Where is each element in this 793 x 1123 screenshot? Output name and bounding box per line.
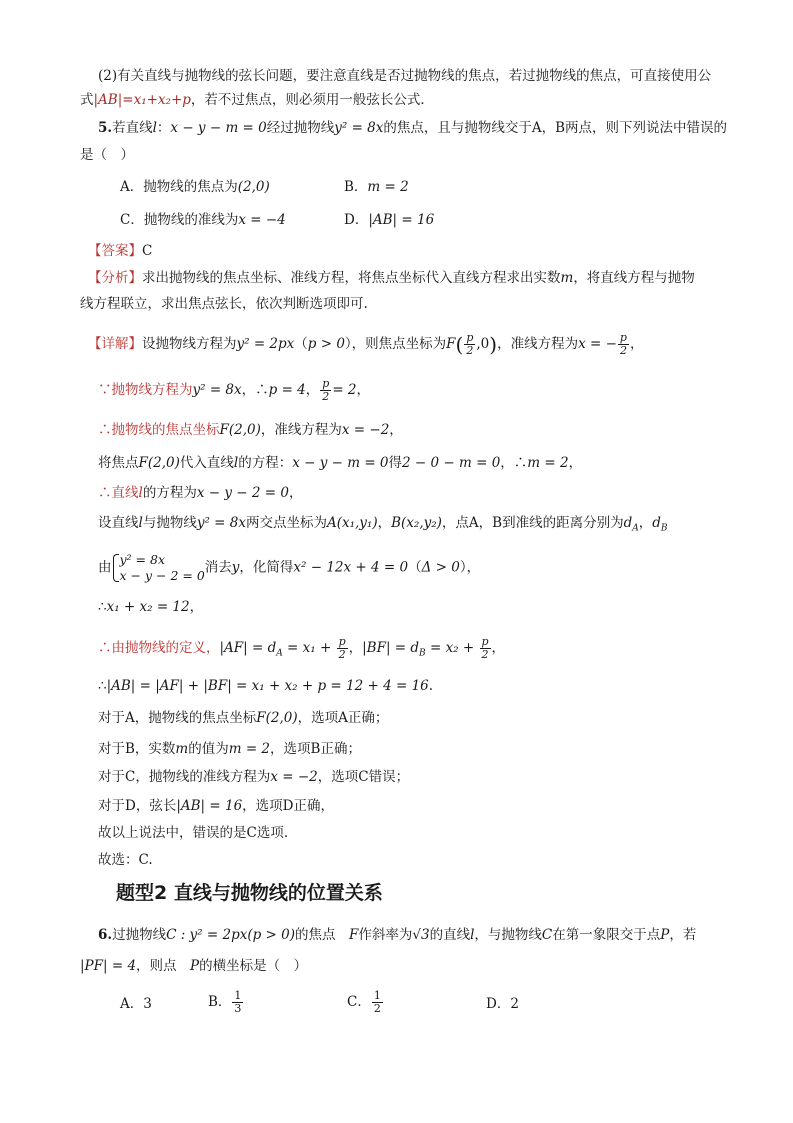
q6-option-d: D．2 [486, 996, 519, 1012]
q6-stem-line-2: |PF| = 4，则点 P的横坐标是（ ） [80, 958, 308, 974]
detail-line-4: 将焦点F(2,0)代入直线l的方程：x − y − m = 0得2 − 0 − m = 0，∴m = 2， [98, 455, 583, 471]
q5-stem-line-1: 5.若直线l：x − y − m = 0经过抛物线y² = 8x的焦点，且与抛物线交于A，B两点，则下列说法中错误的 [98, 120, 728, 136]
analysis-line-2: 线方程联立，求出焦点弦长，依次判断选项即可. [80, 296, 368, 312]
fraction-one-third: $\frac{1}{3}$ [234, 989, 242, 1015]
q5-option-b: B．m = 2 [344, 179, 409, 195]
fraction-p-over-2: $\frac{p}{2}$ [619, 331, 627, 357]
note-text-1: (2)有关直线与抛物线的弦长问题，要注意直线是否过抛物线的焦点，若过抛物线的焦点，可直接使用公 [98, 68, 712, 84]
chord-formula: |AB|=x₁+x₂+p [93, 92, 191, 108]
detail-line-5: ∴直线l的方程为x − y − 2 = 0， [98, 485, 303, 501]
q5-number: 5. [98, 120, 113, 136]
detail-line-2: ∵抛物线方程为y² = 8x，∴p = 4， $\frac{p}{2}$ = 2， [98, 377, 371, 403]
fraction-p-over-2: $\frac{p}{2}$ [481, 635, 489, 661]
judge-a: 对于A，抛物线的焦点坐标F(2,0)，选项A正确； [98, 710, 389, 726]
equation-system: y² = 8x x − y − 2 = 0 [112, 552, 205, 584]
judge-b: 对于B，实数m的值为m = 2，选项B正确； [98, 741, 361, 757]
analysis-tag: 【分析】 [88, 270, 142, 286]
judge-d: 对于D，弦长|AB| = 16，选项D正确， [98, 798, 334, 814]
q5-option-d: D．|AB| = 16 [344, 212, 435, 228]
detail-line-7: 由 y² = 8x x − y − 2 = 0 消去y，化简得x² − 12x + 4 = 0（Δ > 0）， [98, 552, 481, 583]
q5-parabola: y² = 8x [334, 120, 384, 136]
q6-option-a: A．3 [120, 996, 152, 1012]
detail-line-3: ∴抛物线的焦点坐标F(2,0)，准线方程为x = −2， [98, 422, 403, 438]
q5-stem-line-2: 是（ ） [80, 147, 134, 163]
fraction-p-over-2: $\frac{p}{2}$ [338, 635, 346, 661]
detail-line-1: 【详解】设抛物线方程为y² = 2px（p > 0），则焦点坐标为F( $\frac{p}{2}$ ,0)，准线方程为x = − $\frac{p}{2}$ ， [88, 331, 644, 357]
judge-c: 对于C，抛物线的准线方程为x = −2，选项C错误； [98, 769, 410, 785]
q5-line-equation: x − y − m = 0 [170, 120, 267, 136]
answer-line [88, 241, 152, 261]
answer-tag: 【答案】 [88, 243, 142, 259]
analysis-line-1: 【分析】求出抛物线的焦点坐标、准线方程，将焦点坐标代入直线方程求出实数m，将直线方程与抛物 [88, 270, 695, 286]
q6-option-c: C． $\frac{1}{2}$ [347, 989, 381, 1015]
choose-line: 故选：C. [98, 852, 153, 868]
note-line-2: 式|AB|=x₁+x₂+p，若不过焦点，则必须用一般弦长公式． [80, 92, 434, 108]
fraction-p-over-2: $\frac{p}{2}$ [322, 377, 330, 403]
answer-value: C [142, 243, 153, 259]
q6-option-b: B． $\frac{1}{3}$ [208, 989, 242, 1015]
detail-line-6: 设直线l与抛物线y² = 8x两交点坐标为A(x₁,y₁)，B(x₂,y₂)，点A，B到准线的距离分别为$d_A$，$d_B$ [98, 515, 668, 534]
q5-option-c: C．抛物线的准线为x = −4 [120, 212, 286, 228]
conclusion-line: 故以上说法中，错误的是C选项. [98, 825, 289, 841]
detail-line-9: ∴由抛物线的定义，$|AF| = d_A = x_1$ + $\frac{p}{2}$ ，$|BF| = d_B = x_2$ + $\frac{p}{2}$ ， [98, 635, 506, 661]
detail-line-10: ∴|AB| = |AF| + |BF| = x₁ + x₂ + p = 12 + 4 = 16. [98, 678, 434, 694]
q5-option-a: A．抛物线的焦点为(2,0) [120, 179, 270, 195]
section-heading: 题型2 直线与抛物线的位置关系 [116, 882, 383, 904]
note-line-1 [98, 66, 711, 86]
detail-tag: 【详解】 [88, 336, 142, 352]
fraction-one-half: $\frac{1}{2}$ [373, 989, 381, 1015]
detail-line-8: ∴x₁ + x₂ = 12， [98, 599, 204, 615]
q6-stem-line-1: 6.过抛物线C : y² = 2px(p > 0)的焦点 F作斜率为√3的直线l，与抛物线C在第一象限交于点P，若 [98, 927, 697, 943]
q6-number: 6. [98, 927, 113, 943]
fraction-p-over-2: $\frac{p}{2}$ [466, 331, 474, 357]
